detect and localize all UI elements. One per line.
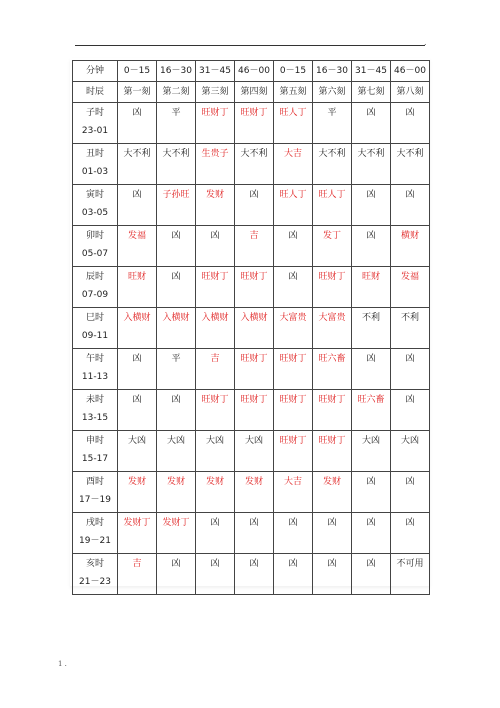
fortune-cell [313,144,352,185]
fortune-cell [235,226,274,267]
fortune-cell [391,431,430,472]
fortune-text: 旺人丁 [318,190,346,200]
fortune-text: 旺财丁 [201,395,229,405]
fortune-cell [157,144,196,185]
fortune-text: 凶 [171,272,181,282]
hour-cell [73,554,118,595]
hour-name: 辰时 [85,272,104,282]
fortune-text: 凶 [249,559,259,569]
fortune-text: 旺人丁 [279,190,307,200]
fortune-cell [118,144,157,185]
fortune-cell [118,349,157,390]
fortune-text: 大凶 [400,436,419,446]
fortune-cell [274,226,313,267]
fortune-text: 凶 [405,518,415,528]
fortune-text: 凶 [249,190,259,200]
fortune-text: 大凶 [205,436,224,446]
fortune-cell [235,390,274,431]
fortune-cell [391,267,430,308]
hour-row [73,103,430,144]
fortune-cell [118,390,157,431]
minute-range: 31－45 [196,61,235,82]
hour-row [73,144,430,185]
hour-range: 17－19 [79,495,111,505]
hour-row [73,431,430,472]
fortune-text: 生贵子 [201,149,229,159]
hour-range: 05-07 [81,249,109,259]
hour-row [73,472,430,513]
fortune-cell [118,472,157,513]
fortune-cell [391,554,430,595]
fortune-cell [391,390,430,431]
hour-range: 19－21 [79,536,111,546]
hour-range: 11-13 [81,372,109,382]
fortune-cell [352,513,391,554]
fortune-cell [118,103,157,144]
hour-name: 子时 [85,108,104,118]
fortune-text: 凶 [288,231,298,241]
fortune-text: 旺人丁 [279,108,307,118]
fortune-cell [196,513,235,554]
fortune-cell [352,431,391,472]
fortune-text: 凶 [366,190,376,200]
fortune-text: 发财 [322,477,341,487]
hour-range: 09-11 [81,331,109,341]
fortune-cell [196,349,235,390]
fortune-cell [157,308,196,349]
fortune-cell [118,431,157,472]
fortune-text: 吉 [132,559,142,569]
fortune-text: 不利 [361,313,380,323]
fortune-cell [196,144,235,185]
fortune-cell [235,103,274,144]
fortune-cell [313,472,352,513]
fortune-text: 凶 [132,190,142,200]
fortune-text: 凶 [210,518,220,528]
fortune-text: 凶 [405,190,415,200]
fortune-cell [235,267,274,308]
fortune-cell [391,513,430,554]
fortune-cell [274,267,313,308]
hour-cell [73,513,118,554]
fortune-text: 旺财丁 [240,272,268,282]
fortune-cell [196,185,235,226]
fortune-text: 凶 [366,354,376,364]
fortune-text: 平 [171,108,181,118]
ke-label: 第五刻 [274,82,313,103]
fortune-text: 横财 [400,231,419,241]
fortune-text: 大吉 [283,477,302,487]
corner-hour-label: 时辰 [73,82,118,103]
fortune-cell [235,513,274,554]
hour-cell [73,144,118,185]
fortune-text: 旺财丁 [279,395,307,405]
ke-header-row [73,82,430,103]
ke-label: 第七刻 [352,82,391,103]
hour-name: 亥时 [85,559,104,569]
fortune-cell [235,144,274,185]
fortune-text: 入横财 [123,313,151,323]
fortune-cell [313,185,352,226]
fortune-cell [157,103,196,144]
fortune-cell [196,554,235,595]
minute-range: 46－00 [235,61,274,82]
fortune-text: 凶 [288,272,298,282]
hour-cell [73,390,118,431]
fortune-cell [313,554,352,595]
fortune-text: 不可用 [396,559,424,569]
fortune-text: 凶 [366,231,376,241]
fortune-cell [235,349,274,390]
fortune-cell [157,349,196,390]
hour-range: 15-17 [81,454,109,464]
hour-row [73,349,430,390]
fortune-cell [157,185,196,226]
fortune-cell [118,267,157,308]
fortune-text: 凶 [249,518,259,528]
fortune-cell [157,431,196,472]
hour-cell [73,349,118,390]
fortune-cell [313,308,352,349]
fortune-text: 大不利 [318,149,346,159]
fortune-text: 大不利 [240,149,268,159]
fortune-cell [196,390,235,431]
fortune-text: 凶 [405,395,415,405]
corner-minute-label: 分钟 [73,61,118,82]
minute-range: 16－30 [313,61,352,82]
fortune-cell [352,349,391,390]
fortune-cell [313,226,352,267]
fortune-cell [352,185,391,226]
fortune-cell [274,349,313,390]
fortune-text: 旺财丁 [201,108,229,118]
fortune-cell [196,472,235,513]
fortune-text: 凶 [210,231,220,241]
fortune-text: 凶 [288,559,298,569]
fortune-text: 吉 [249,231,259,241]
hour-row [73,390,430,431]
fortune-cell [274,144,313,185]
fortune-text: 旺财丁 [279,436,307,446]
fortune-text: 凶 [171,231,181,241]
fortune-cell [235,185,274,226]
fortune-text: 凶 [366,108,376,118]
hours-table [72,60,430,595]
minute-header-row [73,61,430,82]
hour-range: 23-01 [81,126,109,136]
fortune-text: 凶 [366,559,376,569]
hour-name: 未时 [85,395,104,405]
fortune-cell [118,513,157,554]
fortune-text: 旺财 [127,272,146,282]
fortune-cell [391,308,430,349]
fortune-text: 发财丁 [123,518,151,528]
hour-name: 丑时 [85,149,104,159]
hour-cell [73,472,118,513]
fortune-text: 凶 [171,559,181,569]
fortune-cell [352,144,391,185]
fortune-cell [274,554,313,595]
hour-row [73,226,430,267]
fortune-cell [157,472,196,513]
fortune-cell [118,226,157,267]
minute-range: 46－00 [391,61,430,82]
fortune-cell [157,513,196,554]
fortune-cell [118,185,157,226]
fortune-cell [235,554,274,595]
hour-row [73,513,430,554]
hour-range: 07-09 [81,290,109,300]
hour-name: 寅时 [85,190,104,200]
hour-range: 21－23 [79,577,111,587]
page-footer-mark: 1 . [58,660,67,668]
fortune-text: 发财 [205,190,224,200]
hour-row [73,185,430,226]
fortune-text: 入横财 [162,313,190,323]
ke-label: 第四刻 [235,82,274,103]
fortune-text: 凶 [405,477,415,487]
hour-name: 巳时 [85,313,104,323]
fortune-text: 大凶 [361,436,380,446]
fortune-cell [274,185,313,226]
hour-range: 13-15 [81,413,109,423]
fortune-text: 旺财丁 [240,395,268,405]
fortune-cell [157,226,196,267]
fortune-text: 旺财丁 [318,272,346,282]
fortune-text: 凶 [132,108,142,118]
fortune-cell [352,226,391,267]
fortune-text: 凶 [327,559,337,569]
fortune-cell [352,472,391,513]
fortune-text: 大凶 [244,436,263,446]
hour-row [73,308,430,349]
fortune-cell [313,103,352,144]
minute-range: 31－45 [352,61,391,82]
fortune-text: 大凶 [127,436,146,446]
hour-cell [73,431,118,472]
fortune-text: 凶 [366,477,376,487]
fortune-cell [196,431,235,472]
fortune-cell [274,431,313,472]
fortune-cell [274,308,313,349]
hour-cell [73,308,118,349]
ke-label: 第八刻 [391,82,430,103]
fortune-text: 发财 [127,477,146,487]
fortune-text: 凶 [366,518,376,528]
fortune-text: 大不利 [123,149,151,159]
hour-row [73,554,430,595]
hour-name: 卯时 [85,231,104,241]
fortune-text: 大凶 [166,436,185,446]
fortune-text: 发财 [244,477,263,487]
fortune-text: 凶 [327,518,337,528]
fortune-text: 旺财丁 [240,108,268,118]
fortune-text: 大富贵 [279,313,307,323]
minute-range: 0－15 [274,61,313,82]
fortune-cell [274,103,313,144]
fortune-cell [196,308,235,349]
fortune-text: 凶 [405,354,415,364]
fortune-text: 旺财 [361,272,380,282]
fortune-text: 子孙旺 [162,190,190,200]
ke-label: 第六刻 [313,82,352,103]
fortune-cell [352,390,391,431]
fortune-cell [391,103,430,144]
fortune-cell [391,144,430,185]
fortune-cell [391,472,430,513]
minute-range: 0－15 [118,61,157,82]
hour-row [73,267,430,308]
hour-cell [73,103,118,144]
fortune-cell [235,431,274,472]
fortune-text: 发丁 [322,231,341,241]
fortune-cell [313,267,352,308]
fortune-cell [196,226,235,267]
fortune-text: 旺六畜 [357,395,385,405]
fortune-text: 旺财丁 [318,436,346,446]
fortune-text: 大不利 [357,149,385,159]
fortune-cell [274,390,313,431]
fortune-text: 旺财丁 [240,354,268,364]
fortune-cell [196,103,235,144]
fortune-cell [313,431,352,472]
hour-cell [73,185,118,226]
hour-name: 戌时 [85,518,104,528]
fortune-cell [274,513,313,554]
fortune-text: 旺财丁 [279,354,307,364]
fortune-cell [157,554,196,595]
fortune-cell [235,308,274,349]
fortune-text: 旺六畜 [318,354,346,364]
hour-cell [73,226,118,267]
fortune-cell [118,308,157,349]
ke-label: 第三刻 [196,82,235,103]
fortune-cell [157,267,196,308]
fortune-cell [391,349,430,390]
fortune-cell [352,308,391,349]
ke-label: 第二刻 [157,82,196,103]
fortune-cell [352,267,391,308]
fortune-cell [313,390,352,431]
fortune-text: 凶 [405,108,415,118]
fortune-text: 入横财 [240,313,268,323]
hour-range: 03-05 [81,208,109,218]
fortune-cell [235,472,274,513]
header-mark: . [424,38,427,47]
fortune-cell [391,226,430,267]
fortune-text: 不利 [400,313,419,323]
hour-range: 01-03 [81,167,109,177]
fortune-cell [313,349,352,390]
hour-cell [73,267,118,308]
fortune-text: 发财 [166,477,185,487]
fortune-text: 大吉 [283,149,302,159]
fortune-text: 发福 [400,272,419,282]
fortune-text: 平 [327,108,337,118]
fortune-text: 吉 [210,354,220,364]
fortune-cell [313,513,352,554]
header-rule [75,45,425,46]
fortune-text: 发福 [127,231,146,241]
fortune-text: 大富贵 [318,313,346,323]
fortune-text: 凶 [132,395,142,405]
fortune-text: 发财 [205,477,224,487]
fortune-text: 凶 [288,518,298,528]
fortune-text: 大不利 [162,149,190,159]
hour-name: 酉时 [85,477,104,487]
fortune-text: 大不利 [396,149,424,159]
minute-range: 16－30 [157,61,196,82]
fortune-text: 发财丁 [162,518,190,528]
fortune-text: 旺财丁 [318,395,346,405]
fortune-text: 凶 [132,354,142,364]
fortune-cell [118,554,157,595]
fortune-cell [196,267,235,308]
hour-name: 申时 [85,436,104,446]
fortune-text: 旺财丁 [201,272,229,282]
fortune-text: 凶 [171,395,181,405]
fortune-text: 入横财 [201,313,229,323]
fortune-cell [391,185,430,226]
fortune-text: 凶 [210,559,220,569]
fortune-cell [352,103,391,144]
fortune-cell [352,554,391,595]
fortune-cell [157,390,196,431]
fortune-cell [274,472,313,513]
ke-label: 第一刻 [118,82,157,103]
hour-name: 午时 [85,354,104,364]
fortune-text: 平 [171,354,181,364]
